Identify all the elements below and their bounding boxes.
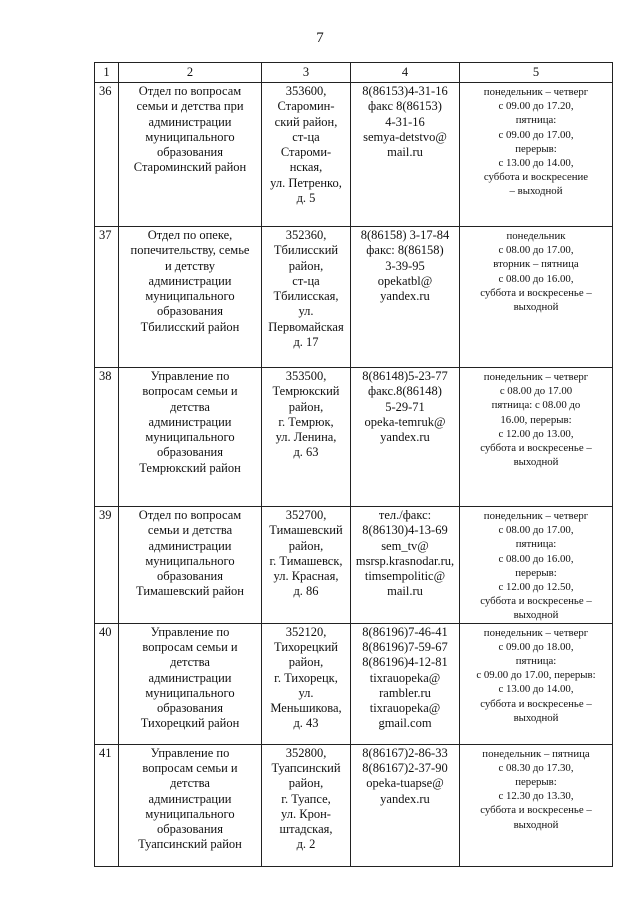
cell-line: детства bbox=[170, 399, 210, 414]
cell-line: выходной bbox=[513, 711, 559, 724]
cell-line: перерыв: bbox=[515, 566, 557, 579]
cell-line: Тбилисская, bbox=[273, 289, 339, 304]
address bbox=[262, 368, 351, 507]
cell-line: г. Тимашевск, bbox=[269, 553, 343, 568]
cell-line: факс 8(86153) bbox=[368, 99, 442, 114]
cell-line: выходной bbox=[513, 301, 559, 314]
cell-line: детства bbox=[170, 655, 210, 670]
row-number: 38 bbox=[95, 368, 119, 507]
table-row bbox=[95, 507, 613, 624]
cell-line: образования bbox=[157, 822, 223, 837]
cell-line: семьи и детства bbox=[147, 523, 233, 538]
address bbox=[262, 623, 351, 744]
cell-line: с 09.00 до 17.00, перерыв: bbox=[476, 669, 596, 682]
cell-line: ул. Крон- bbox=[281, 806, 331, 821]
cell-line: выходной bbox=[513, 818, 559, 831]
cell-line: Туапсинский bbox=[271, 760, 341, 775]
working-hours bbox=[460, 368, 613, 507]
contacts bbox=[351, 507, 460, 624]
cell-line: 8(86130)4-13-69 bbox=[362, 523, 448, 538]
column-header: 5 bbox=[460, 63, 613, 83]
cell-line: г. Туапсе, bbox=[281, 791, 331, 806]
cell-line: муниципального bbox=[145, 430, 235, 445]
cell-line: образования bbox=[157, 145, 223, 160]
contacts bbox=[351, 623, 460, 744]
cell-line: ский район, bbox=[274, 114, 338, 129]
cell-line: администрации bbox=[148, 538, 232, 553]
cell-line: суббота и воскресенье – bbox=[480, 595, 592, 608]
cell-line: с 08.00 до 16.00, bbox=[498, 552, 574, 565]
cell-line: понедельник – четверг bbox=[483, 510, 589, 522]
department-name bbox=[119, 744, 262, 866]
cell-line: semya-detstvo@ bbox=[363, 129, 447, 144]
cell-line: вопросам семьи и bbox=[142, 384, 238, 399]
cell-line: Тбилисский bbox=[273, 243, 339, 258]
cell-line: с 12.00 до 12.50, bbox=[498, 581, 574, 594]
cell-line: Тимашевский bbox=[269, 523, 343, 538]
cell-line: понедельник bbox=[506, 230, 566, 242]
cell-line: понедельник – четверг bbox=[483, 626, 589, 639]
column-header: 2 bbox=[119, 63, 262, 83]
table-header-row bbox=[95, 63, 613, 83]
cell-line: 352700, bbox=[285, 508, 327, 522]
department-name bbox=[119, 368, 262, 507]
cell-line: tixrauopeka@ bbox=[369, 670, 441, 685]
column-header: 1 bbox=[95, 63, 119, 83]
cell-line: Тимашевский район bbox=[136, 584, 244, 599]
cell-line: Управление по bbox=[150, 624, 230, 639]
cell-line: Старомин- bbox=[277, 99, 335, 114]
cell-line: rambler.ru bbox=[379, 685, 431, 700]
cell-line: муниципального bbox=[145, 289, 235, 304]
cell-line: пятница: bbox=[515, 114, 557, 127]
cell-line: с 08.00 до 17.00 bbox=[499, 385, 573, 398]
cell-line: Темрюкский район bbox=[139, 460, 241, 475]
cell-line: 5-29-71 bbox=[385, 399, 425, 414]
cell-line: 8(86167)2-37-90 bbox=[362, 760, 448, 775]
cell-line: с 08.00 до 16.00, bbox=[498, 272, 574, 285]
cell-line: факс: 8(86158) bbox=[366, 243, 444, 258]
cell-line: Туапсинский район bbox=[138, 837, 242, 852]
cell-line: штадская, bbox=[279, 822, 333, 837]
row-number: 39 bbox=[95, 507, 119, 624]
cell-line: yandex.ru bbox=[380, 430, 430, 445]
cell-line: пятница: bbox=[515, 655, 557, 668]
cell-line: с 13.00 до 14.00, bbox=[498, 683, 574, 696]
cell-line: Темрюкский bbox=[272, 384, 340, 399]
cell-line: 8(86167)2-86-33 bbox=[362, 745, 448, 760]
cell-line: муниципального bbox=[145, 685, 235, 700]
cell-line: г. Темрюк, bbox=[278, 414, 334, 429]
cell-line: Первомайская bbox=[268, 319, 344, 334]
cell-line: ст-ца bbox=[292, 129, 320, 144]
cell-line: администрации bbox=[148, 414, 232, 429]
cell-line: mail.ru bbox=[387, 145, 423, 160]
cell-line: Староминский район bbox=[133, 160, 247, 175]
cell-line: г. Тихорецк, bbox=[274, 670, 338, 685]
cell-line: район, bbox=[288, 399, 324, 414]
cell-line: выходной bbox=[513, 609, 559, 622]
cell-line: д. 86 bbox=[293, 584, 319, 599]
cell-line: с 09.00 до 17.20, bbox=[498, 100, 574, 113]
cell-line: mail.ru bbox=[387, 584, 423, 599]
cell-line: 4-31-16 bbox=[385, 114, 425, 129]
cell-line: 16.00, перерыв: bbox=[500, 413, 572, 426]
cell-line: понедельник – четверг bbox=[483, 86, 589, 98]
cell-line: перерыв: bbox=[515, 776, 557, 789]
cell-line: ул. Красная, bbox=[273, 569, 339, 584]
cell-line: – выходной bbox=[509, 185, 563, 198]
row-number: 37 bbox=[95, 227, 119, 368]
cell-line: с 09.00 до 18.00, bbox=[498, 640, 574, 653]
cell-line: с 08.00 до 17.00, bbox=[498, 244, 574, 257]
cell-line: факс.8(86148) bbox=[368, 384, 442, 399]
cell-line: 8(86196)7-59-67 bbox=[362, 639, 448, 654]
department-name bbox=[119, 227, 262, 368]
department-name bbox=[119, 507, 262, 624]
cell-line: opekatbl@ bbox=[377, 273, 433, 288]
cell-line: и детству bbox=[164, 258, 216, 273]
cell-line: Тбилисский район bbox=[140, 319, 240, 334]
cell-line: суббота и воскресенье – bbox=[480, 442, 592, 455]
row-number: 36 bbox=[95, 83, 119, 227]
cell-line: детства bbox=[170, 776, 210, 791]
address bbox=[262, 83, 351, 227]
cell-line: суббота и воскресенье – bbox=[480, 804, 592, 817]
cell-line: Отдел по вопросам bbox=[138, 508, 242, 522]
cell-line: 352120, bbox=[285, 624, 327, 639]
cell-line: Староми- bbox=[280, 145, 332, 160]
address bbox=[262, 744, 351, 866]
cell-line: суббота и воскресенье – bbox=[480, 286, 592, 299]
cell-line: образования bbox=[157, 569, 223, 584]
cell-line: д. 17 bbox=[293, 335, 319, 350]
working-hours bbox=[460, 227, 613, 368]
cell-line: 353500, bbox=[285, 369, 327, 383]
cell-line: район, bbox=[288, 258, 324, 273]
cell-line: 8(86196)4-12-81 bbox=[362, 655, 448, 670]
cell-line: Отдел по опеке, bbox=[147, 228, 233, 242]
cell-line: администрации bbox=[148, 670, 232, 685]
cell-line: понедельник – четверг bbox=[483, 371, 589, 383]
cell-line: район, bbox=[288, 655, 324, 670]
cell-line: 353600, bbox=[285, 84, 327, 98]
cell-line: ул. bbox=[298, 685, 314, 700]
table-row bbox=[95, 368, 613, 507]
cell-line: понедельник – пятница bbox=[482, 747, 590, 760]
cell-line: администрации bbox=[148, 791, 232, 806]
cell-line: с 09.00 до 17.00, bbox=[498, 128, 574, 141]
cell-line: с 08.00 до 17.00, bbox=[498, 524, 574, 537]
cell-line: с 08.30 до 17.30, bbox=[498, 761, 574, 774]
cell-line: opeka-tuapse@ bbox=[366, 776, 444, 791]
cell-line: 3-39-95 bbox=[385, 258, 425, 273]
department-name bbox=[119, 623, 262, 744]
cell-line: с 13.00 до 14.00, bbox=[498, 157, 574, 170]
cell-line: образования bbox=[157, 445, 223, 460]
cell-line: вопросам семьи и bbox=[142, 760, 238, 775]
cell-line: 352800, bbox=[285, 745, 327, 760]
cell-line: вопросам семьи и bbox=[142, 639, 238, 654]
cell-line: муниципального bbox=[145, 553, 235, 568]
cell-line: opeka-temruk@ bbox=[364, 414, 446, 429]
cell-line: д. 43 bbox=[293, 716, 319, 731]
cell-line: 8(86158) 3-17-84 bbox=[360, 228, 450, 242]
cell-line: с 12.30 до 13.30, bbox=[498, 790, 574, 803]
cell-line: gmail.com bbox=[378, 716, 432, 731]
working-hours bbox=[460, 507, 613, 624]
cell-line: tixrauopeka@ bbox=[369, 701, 441, 716]
cell-line: ул. bbox=[298, 304, 314, 319]
address bbox=[262, 227, 351, 368]
table-row bbox=[95, 623, 613, 744]
row-number: 41 bbox=[95, 744, 119, 866]
cell-line: муниципального bbox=[145, 806, 235, 821]
contacts bbox=[351, 744, 460, 866]
cell-line: пятница: с 08.00 до bbox=[491, 399, 581, 412]
cell-line: sem_tv@ bbox=[381, 538, 429, 553]
cell-line: образования bbox=[157, 304, 223, 319]
cell-line: Тихорецкий bbox=[274, 639, 338, 654]
cell-line: ул. Петренко, bbox=[270, 175, 342, 190]
column-header: 3 bbox=[262, 63, 351, 83]
cell-line: ст-ца bbox=[292, 273, 320, 288]
contacts-table bbox=[94, 62, 613, 867]
cell-line: timsempolitic@ bbox=[364, 569, 446, 584]
page-number: 7 bbox=[316, 30, 324, 46]
cell-line: перерыв: bbox=[515, 142, 557, 155]
contacts bbox=[351, 227, 460, 368]
row-number: 40 bbox=[95, 623, 119, 744]
cell-line: тел./факс: bbox=[378, 508, 432, 522]
address bbox=[262, 507, 351, 624]
cell-line: д. 63 bbox=[293, 445, 319, 460]
working-hours bbox=[460, 744, 613, 866]
cell-line: 8(86196)7-46-41 bbox=[362, 624, 448, 639]
cell-line: Управление по bbox=[150, 369, 230, 383]
table-row bbox=[95, 744, 613, 866]
working-hours bbox=[460, 623, 613, 744]
department-name bbox=[119, 83, 262, 227]
working-hours bbox=[460, 83, 613, 227]
table-row bbox=[95, 227, 613, 368]
cell-line: семьи и детства при bbox=[136, 99, 244, 114]
contacts bbox=[351, 368, 460, 507]
cell-line: с 12.00 до 13.00, bbox=[498, 427, 574, 440]
cell-line: ул. Ленина, bbox=[275, 430, 337, 445]
cell-line: образования bbox=[157, 701, 223, 716]
cell-line: д. 2 bbox=[296, 837, 316, 852]
contacts bbox=[351, 83, 460, 227]
cell-line: суббота и воскресенье – bbox=[480, 697, 592, 710]
cell-line: msrsp.krasnodar.ru, bbox=[355, 553, 455, 568]
cell-line: администрации bbox=[148, 114, 232, 129]
cell-line: 352360, bbox=[285, 228, 327, 242]
cell-line: суббота и воскресение bbox=[483, 171, 589, 184]
table-row bbox=[95, 83, 613, 227]
cell-line: попечительству, семье bbox=[130, 243, 250, 258]
cell-line: yandex.ru bbox=[380, 289, 430, 304]
cell-line: yandex.ru bbox=[380, 791, 430, 806]
cell-line: 8(86148)5-23-77 bbox=[362, 369, 448, 383]
cell-line: выходной bbox=[513, 456, 559, 469]
cell-line: администрации bbox=[148, 273, 232, 288]
cell-line: район, bbox=[288, 776, 324, 791]
cell-line: д. 5 bbox=[296, 191, 316, 206]
cell-line: 8(86153)4-31-16 bbox=[362, 84, 448, 98]
cell-line: муниципального bbox=[145, 129, 235, 144]
cell-line: нская, bbox=[289, 160, 323, 175]
cell-line: район, bbox=[288, 538, 324, 553]
cell-line: пятница: bbox=[515, 538, 557, 551]
cell-line: Управление по bbox=[150, 745, 230, 760]
cell-line: вторник – пятница bbox=[493, 258, 579, 271]
cell-line: Отдел по вопросам bbox=[138, 84, 242, 98]
cell-line: Тихорецкий район bbox=[140, 716, 240, 731]
cell-line: Меньшикова, bbox=[270, 701, 342, 716]
column-header: 4 bbox=[351, 63, 460, 83]
